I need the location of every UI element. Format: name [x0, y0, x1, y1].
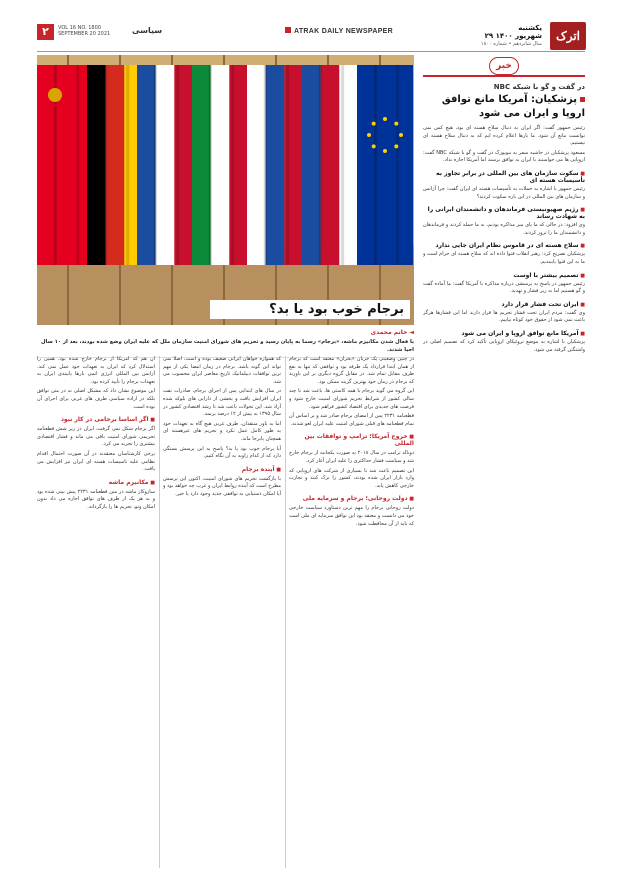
article-column-1	[289, 356, 414, 868]
star-icon	[383, 117, 387, 121]
flag-fold	[104, 65, 107, 265]
byline: ◄ خانم محمدی	[370, 329, 414, 336]
news-item-text: پزشکیان با اشاره به موضع تروئیکای اروپایی تأکید کرد که تصمیم اصلی در واشنگتن گرفته می شود.	[423, 338, 585, 353]
news-sidebar	[423, 55, 585, 870]
paragraph: آن هم که آمریکا از برجام خارج شده بود، همین را استدلال کرد که ایران به تعهدات خود عمل نمی کند. آژانس بین المللی انرژی اتمی بارها پایبندی ایران به تعهدات برجام را تأیید کرده بود.	[37, 356, 155, 385]
section-name: سیاسی	[132, 26, 163, 35]
paragraph: اما به باور منتقدان، طرف غربی هیچ گاه به تعهدات خود به طور کامل عمل نکرد و تحریم های غیرهسته ای همچنان پابرجا ماند.	[163, 420, 281, 442]
flag-fold	[286, 65, 289, 265]
photo-headline: برجام خوب بود یا بد؟	[210, 300, 410, 319]
flag-stripe	[247, 65, 266, 265]
news-item-text: رئیس جمهور در پاسخ به پرسشی درباره مذاکره با آمریکا گفت: ما آماده گفت و گو هستیم اما نه زیر فشار و تهدید.	[423, 280, 585, 295]
news-items	[423, 170, 585, 354]
flag-stripe	[106, 65, 125, 265]
news-label-bar	[423, 55, 585, 77]
subheading: ■ مکانیزم ماشه	[37, 479, 155, 486]
flag-fold	[231, 65, 234, 265]
newspaper-logo: اترک	[550, 22, 586, 50]
flag-stripe	[357, 65, 385, 265]
flag-stripe	[156, 65, 175, 265]
issue-date-full: ۲۹ شهریور ۱۴۰۰	[484, 32, 542, 40]
subheading: ■ اگر اساسا برجامی در کار نبود	[37, 416, 155, 423]
flag-stripe	[192, 65, 211, 265]
paragraph: سازوکار ماشه در متن قطعنامه ۲۲۳۱ پیش بینی شده بود و به هر یک از طرف های توافق اجازه می داد بدون امکان وتو، تحریم ها را بازگرداند.	[37, 488, 155, 510]
page-header	[37, 22, 585, 52]
news-paragraph: مسعود پزشکیان در حاشیه سفر به نیویورک در گفت و گو با شبکه NBC گفت: اروپایی ها می خواستند با ایران به توافق برسند اما آمریکا اجازه نداد.	[423, 149, 585, 164]
page-number: ۲	[37, 24, 54, 40]
news-label: خبر	[489, 57, 519, 75]
flag-stripe	[211, 65, 230, 265]
subheading: ■ آینده برجام	[163, 466, 281, 473]
star-icon	[394, 122, 398, 126]
star-icon	[394, 144, 398, 148]
lead-photo	[37, 55, 414, 325]
news-item-title: ■ رژیم صهیونیستی فرماندهان و دانشمندان ایرانی را به شهادت رساند	[423, 206, 585, 220]
paragraph: این موضوع نشان داد که مشکل اصلی نه در متن توافق بلکه در اراده سیاسی طرف های غربی برای اجرای آن بوده است.	[37, 388, 155, 410]
news-item-title: ■ سکوت سازمان های بین المللی در برابر تجاوز به تأسیسات هسته ای	[423, 170, 585, 184]
paragraph: برخی کارشناسان معتقدند در آن صورت احتمال اقدام نظامی علیه تاسیسات هسته ای ایران نیز افزایش می یافت.	[37, 450, 155, 473]
paragraph: دونالد ترامپ در سال ۲۰۱۸ به صورت یکجانبه از برجام خارج شد و سیاست فشار حداکثری را علیه ایران آغاز کرد.	[289, 450, 414, 464]
flag-fold	[319, 65, 322, 265]
paragraph: این گروه می گوید برجام با همه کاستی ها، باعث شد تا چند سالی کشور از شرایط تحریم شورای امنیت خارج شود و فرصت های جدیدی برای اقتصاد کشور فراهم شود.	[289, 388, 414, 410]
kicker: با فعال شدن مکانیزم ماشه، «برجام» رسما به پایان رسید و تحریم های شورای امنیت سازمان ملل که علیه ایران وضع شده بودند، بعد از ۱۰ سال احیا شدند.	[37, 338, 414, 358]
flag-stripe	[302, 65, 321, 265]
news-paragraph: رئیس جمهور گفت: اگر ایران به دنبال سلاح هسته ای بود، هیچ کس نمی توانست مانع آن شود. ما بارها اعلام کرده ایم که به دنبال سلاح هسته ای نیستیم.	[423, 125, 585, 147]
article-body	[37, 356, 414, 868]
paragraph: اگر برجام شکل نمی گرفت، ایران در زیر شش قطعنامه تحریمی شورای امنیت باقی می ماند و فشار اقتصادی بیشتری را تجربه می کرد.	[37, 426, 155, 448]
star-icon	[399, 133, 403, 137]
news-item-text: پزشکیان تصریح کرد: رهبر انقلاب فتوا داده اند که سلاح هسته ای حرام است و ما به این فتوا پایبندیم.	[423, 251, 585, 265]
star-icon	[48, 88, 62, 102]
news-item-text: رئیس جمهور با اشاره به حملات به تأسیسات هسته ای ایران گفت: چرا آژانس و سازمان های بین المللی در این باره سکوت کردند؟	[423, 185, 585, 200]
news-item-title: ■ آمریکا مانع توافق اروپا و ایران می شود	[423, 330, 585, 337]
volume-line: SEPTEMBER 20 2021	[58, 31, 111, 37]
flag-fold	[76, 65, 79, 265]
star-icon	[372, 122, 376, 126]
volume-info	[58, 25, 128, 37]
masthead: ATRAK DAILY NEWSPAPER	[285, 27, 393, 35]
issue-number: سال شانزدهم • شماره ۱۸۰۰	[480, 41, 542, 47]
news-subhead: در گفت و گو با شبکه NBC	[493, 83, 585, 91]
issue-day: یکشنبه	[518, 24, 542, 32]
flag-fold	[396, 65, 399, 265]
news-item-title: ■ تصمیم بیشتر با اوست	[423, 272, 585, 279]
flag-fold	[209, 65, 212, 265]
flag-fold	[176, 65, 179, 265]
paragraph: دولت روحانی برجام را مهم ترین دستاورد سیاست خارجی خود می دانست و معتقد بود این توافق سرمایه ای ملی است که باید از آن محافظت شود.	[289, 505, 414, 527]
flag-stripe	[266, 65, 285, 265]
paragraph: با بازگشت تحریم های شورای امنیت، اکنون این پرسش مطرح است که آینده روابط ایران و غرب چه خواهد بود و آیا امکان دستیابی به توافقی جدید وجود دارد یا خیر.	[163, 475, 281, 497]
paragraph: آیا برجام خوب بود یا بد؟ پاسخ به این پرسش بستگی دارد که از کدام زاویه به آن نگاه کنیم.	[163, 445, 281, 460]
volume-line: VOL 16 NO. 1800	[58, 25, 101, 31]
star-icon	[372, 144, 376, 148]
flags-illustration	[37, 55, 414, 325]
column-divider	[285, 356, 286, 868]
news-item-text: وی گفت: مردم ایران تحت فشار تحریم ها قرار دارند اما این فشارها هرگز باعث نمی شود از حقوق خود کوتاه بیاییم.	[423, 309, 585, 324]
issue-date	[477, 24, 542, 40]
star-icon	[367, 133, 371, 137]
column-divider	[159, 356, 160, 868]
flag-stripe	[87, 65, 106, 265]
flag-fold	[341, 65, 344, 265]
flag-fold	[126, 65, 129, 265]
news-item-title: ■ سلاح هسته ای در قاموس نظام ایران جایی ندارد	[423, 242, 585, 249]
star-icon	[383, 149, 387, 153]
paragraph: قطعنامه ۲۲۳۱ پس از امضای برجام صادر شد و بر اساس آن تمام قطعنامه های قبلی شورای امنیت علیه ایران لغو شدند.	[289, 413, 414, 427]
paragraph: در چنین وضعیتی یک جریان «بحران» معتقد است که برجام از همان ابتدا قرارداد یک طرفه بود و توافقی که تنها به نفع طرف مقابل تمام شد. در مقابل گروه دیگری بر این باورند که برجام در زمان خود بهترین گزینه ممکن بود.	[289, 356, 414, 385]
paragraph: این تصمیم باعث شد تا بسیاری از شرکت های اروپایی که وارد بازار ایران شده بودند، کشور را ترک کنند و تجارت خارجی کاهش یابد.	[289, 467, 414, 489]
flag-stripe	[321, 65, 340, 265]
paragraph: که همواره خواهان ایرانی ضعیف بوده و است، اصلا نمی تواند این گونه باشد. برجام در زمان امضا یکی از مهم ترین توافقات دیپلماتیک تاریخ معاصر ایران محسوب می شد.	[163, 356, 281, 385]
flag-stripe	[137, 65, 156, 265]
paragraph: در سال های ابتدایی پس از اجرای برجام، صادرات نفت ایران افزایش یافت و بخشی از دارایی های بلوکه شده آزاد شد. این تحولات باعث شد تا رشد اقتصادی کشور در سال ۱۳۹۵ به بیش از ۱۲ درصد برسد.	[163, 388, 281, 418]
subheading: ■ دولت روحانی؛ برجام و سرمایه ملی	[289, 495, 414, 502]
flag-fold	[264, 65, 267, 265]
news-item-title: ■ ایران تحت فشار قرار دارد	[423, 301, 585, 308]
article-column-2	[163, 356, 281, 868]
subheading: ■ خروج آمریکا؛ ترامپ و توافقات بین المللی	[289, 433, 414, 447]
news-item-text: وی افزود: در حالی که ما پای میز مذاکره بودیم، به ما حمله کردند و فرماندهان و دانشمندان ما را ترور کردند.	[423, 222, 585, 236]
news-lead-title: پزشکیان: آمریکا مانع توافق اروپا و ایران می شود	[423, 93, 585, 121]
flag-fold	[154, 65, 157, 265]
article-column-3	[37, 356, 155, 868]
flag-fold	[374, 65, 377, 265]
